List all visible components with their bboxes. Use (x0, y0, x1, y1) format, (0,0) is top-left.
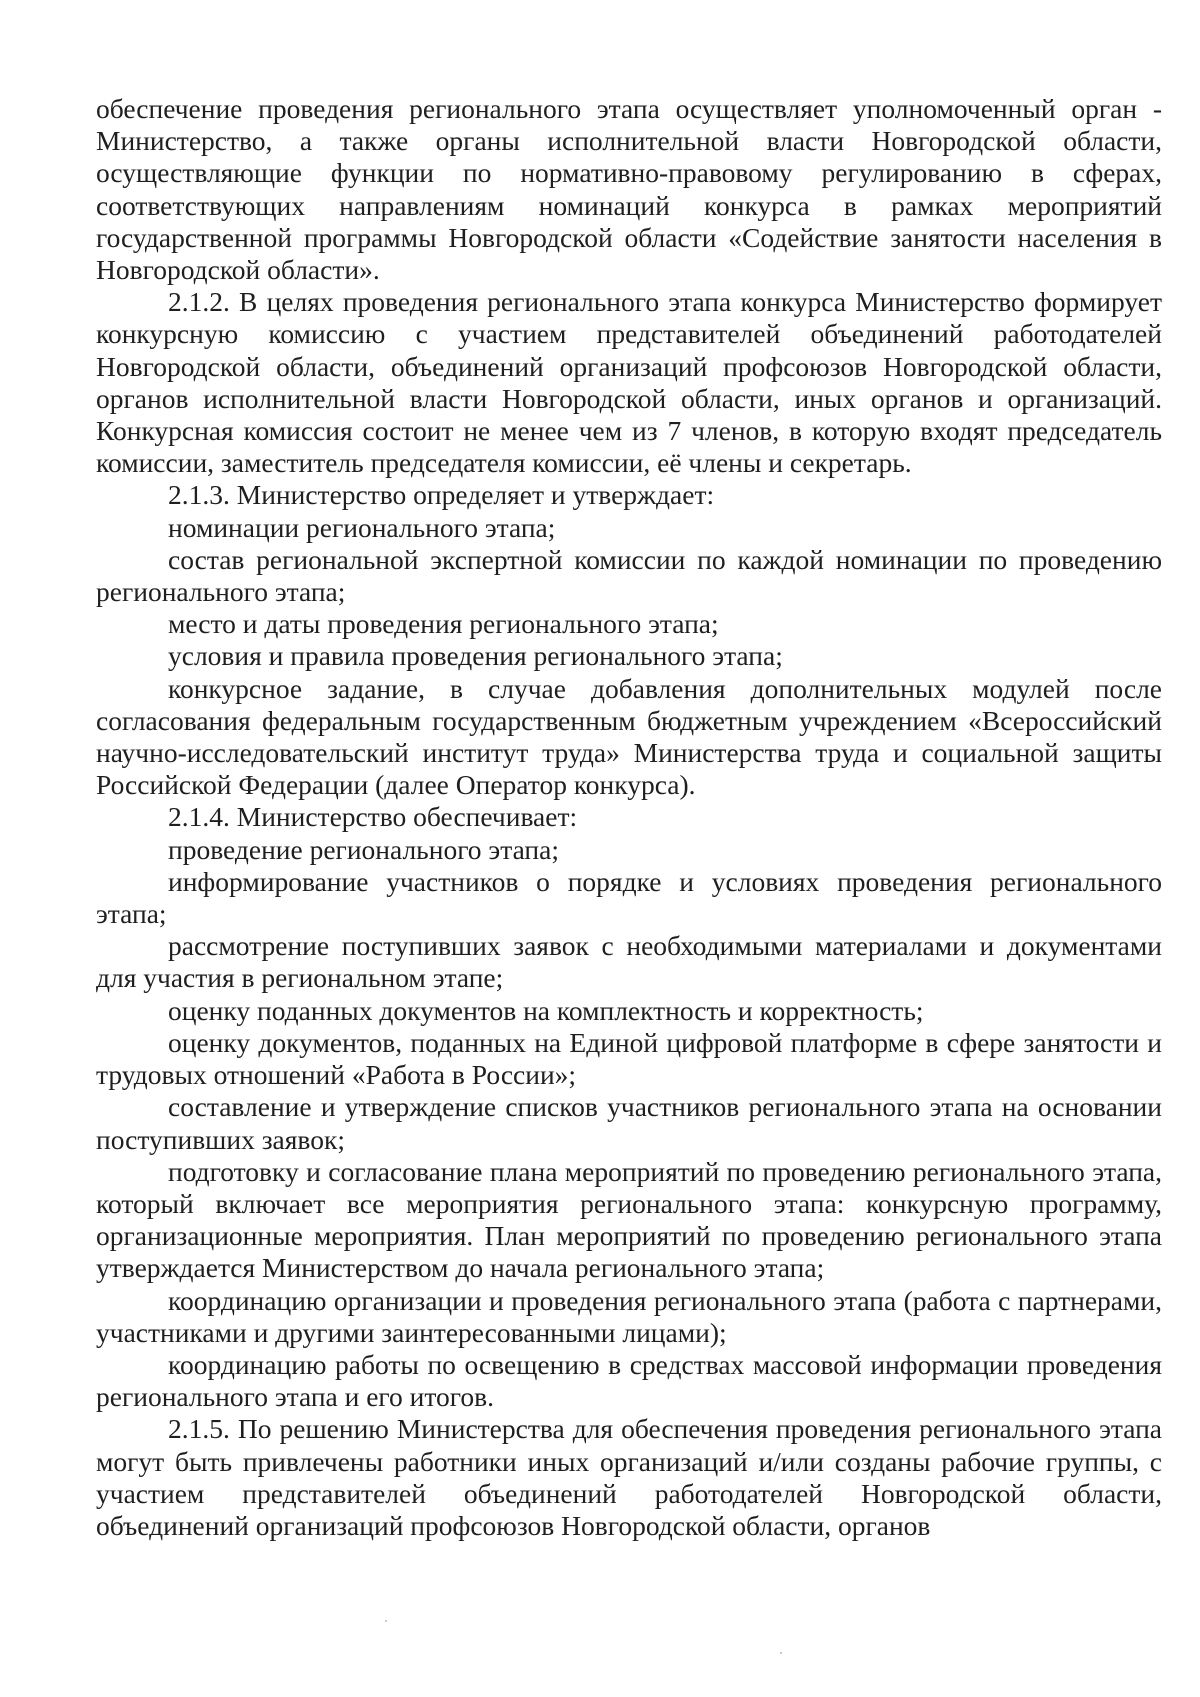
list-item: условия и правила проведения регионального этапа; (168, 640, 783, 672)
list-item: подготовку и согласование плана мероприятий по проведению регионального этапа, который включает все мероприятия регионального этапа: конкурсную программу, организационные мероприятия. План мероприятий по проведению регионального этапа утверждается Министерством до начала регионального этапа; (96, 1155, 1162, 1284)
paragraph-2-1-4: 2.1.4. Министерство обеспечивает: (168, 801, 578, 833)
list-item: координацию организации и проведения регионального этапа (работа с партнерами, участниками и другими заинтересованными лицами); (96, 1284, 1162, 1348)
paragraph-intro: обеспечение проведения регионального этапа осуществляет уполномоченный орган - Министерство, а также органы исполнительной власти Новгородской области, осуществляющие функции по нормативно-правовому регулированию в сферах, соответствующих направлениям номинаций конкурса в рамках мероприятий государственной программы Новгородской области «Содействие занятости населения в Новгородской области». (96, 93, 1162, 286)
list-item: номинации регионального этапа; (168, 511, 556, 543)
list-item: оценку документов, поданных на Единой цифровой платформе в сфере занятости и трудовых отношений «Работа в России»; (96, 1026, 1162, 1091)
scan-speck (385, 1620, 387, 1622)
scan-speck (780, 1652, 782, 1654)
list-item: координацию работы по освещению в средствах массовой информации проведения регионального этапа и его итогов. (96, 1348, 1162, 1413)
list-item: рассмотрение поступивших заявок с необходимыми материалами и документами для участия в региональном этапе; (96, 930, 1162, 994)
document-page (96, 93, 1162, 1542)
list-item: место и даты проведения регионального этапа; (168, 608, 719, 640)
list-item: оценку поданных документов на комплектность и корректность; (168, 994, 924, 1026)
paragraph-2-1-2: 2.1.2. В целях проведения регионального этапа конкурса Министерство формирует конкурсную комиссию с участием представителей объединений работодателей Новгородской области, объединений организаций профсоюзов Новгородской области, органов исполнительной власти Новгородской области, иных органов и организаций. Конкурсная комиссия состоит не менее чем из 7 членов, в которую входят председатель комиссии, заместитель председателя комиссии, её члены и секретарь. (96, 286, 1162, 479)
paragraph-2-1-3: 2.1.3. Министерство определяет и утверждает: (168, 479, 715, 511)
list-item: составление и утверждение списков участников регионального этапа на основании поступивших заявок; (96, 1091, 1162, 1155)
list-item: конкурсное задание, в случае добавления дополнительных модулей после согласования федеральным государственным бюджетным учреждением «Всероссийский научно-исследовательский институт труда» Министерства труда и социальной защиты Российской Федерации (далее Оператор конкурса). (96, 672, 1162, 801)
list-item: информирование участников о порядке и условиях проведения регионального этапа; (96, 865, 1162, 930)
paragraph-2-1-5: 2.1.5. По решению Министерства для обеспечения проведения регионального этапа могут быть привлечены работники иных организаций и/или созданы рабочие группы, с участием представителей объединений работодателей Новгородской области, объединений организаций профсоюзов Новгородской области, органов (96, 1413, 1162, 1541)
list-item: проведение регионального этапа; (168, 833, 559, 865)
list-item: состав региональной экспертной комиссии по каждой номинации по проведению регионального этапа; (96, 543, 1162, 608)
